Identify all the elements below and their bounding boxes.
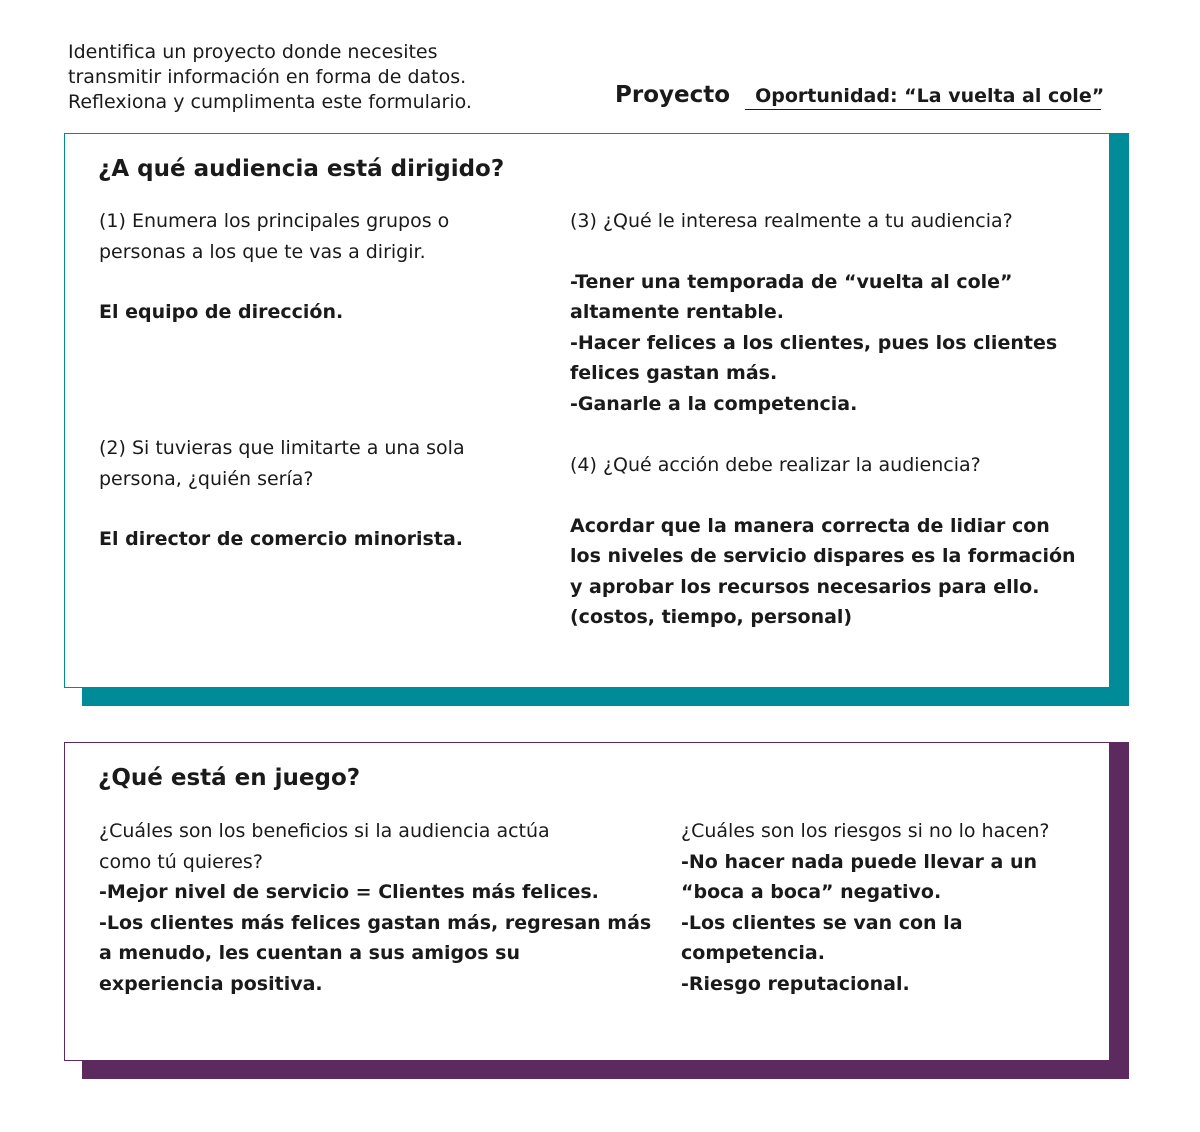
- intro-line: Reflexiona y cumplimenta este formulario.: [68, 91, 472, 113]
- risks-section: [681, 816, 1050, 999]
- question-text: (4) ¿Qué acción debe realizar la audiencia?: [570, 454, 981, 476]
- answer-line: experiencia positiva.: [99, 972, 323, 995]
- question-3: [570, 206, 1057, 419]
- project-label: Proyecto: [615, 82, 731, 108]
- answer-line: (costos, tiempo, personal): [570, 606, 853, 628]
- answer-line: y aprobar los recursos necesarios para ello.: [570, 575, 1040, 598]
- question-text: persona, ¿quién sería?: [99, 467, 314, 490]
- question-text: como tú quieres?: [99, 850, 263, 873]
- answer-line: -Tener una temporada de “vuelta al cole”: [570, 270, 1013, 293]
- intro-line: transmitir información en forma de datos.: [68, 66, 467, 88]
- benefits-section: [99, 816, 651, 999]
- answer-line: altamente rentable.: [570, 301, 784, 323]
- answer-line: -Mejor nivel de servicio = Clientes más felices.: [99, 881, 599, 903]
- answer-line: los niveles de servicio dispares es la formación: [570, 545, 1076, 567]
- question-text: ¿Cuáles son los beneficios si la audiencia actúa: [99, 820, 550, 842]
- intro-text: [68, 40, 568, 115]
- answer-line: -No hacer nada puede llevar a un: [681, 850, 1038, 873]
- answer-line: “boca a boca” negativo.: [681, 881, 942, 903]
- answer-text: El director de comercio minorista.: [99, 528, 463, 550]
- question-1: [99, 206, 449, 328]
- question-2: [99, 433, 465, 555]
- audience-title: ¿A qué audiencia está dirigido?: [98, 156, 505, 182]
- project-field: [615, 82, 1105, 110]
- audience-card: [64, 133, 1110, 688]
- answer-text: El equipo de dirección.: [99, 301, 344, 323]
- question-text: ¿Cuáles son los riesgos si no lo hacen?: [681, 820, 1050, 842]
- answer-line: competencia.: [681, 942, 825, 964]
- answer-line: -Ganarle a la competencia.: [570, 392, 858, 415]
- answer-line: felices gastan más.: [570, 362, 778, 384]
- question-text: (1) Enumera los principales grupos o: [99, 210, 450, 232]
- stakes-card: [64, 742, 1110, 1061]
- question-4: [570, 450, 1076, 633]
- stakes-title: ¿Qué está en juego?: [98, 765, 361, 791]
- project-value: Oportunidad: “La vuelta al cole”: [745, 84, 1101, 110]
- question-text: (3) ¿Qué le interesa realmente a tu audiencia?: [570, 210, 1013, 232]
- intro-line: Identifica un proyecto donde necesites: [68, 41, 438, 63]
- answer-line: a menudo, les cuentan a sus amigos su: [99, 942, 520, 964]
- question-text: (2) Si tuvieras que limitarte a una sola: [99, 437, 465, 459]
- answer-line: -Los clientes más felices gastan más, regresan más: [99, 911, 652, 934]
- answer-line: -Hacer felices a los clientes, pues los clientes: [570, 331, 1058, 354]
- question-text: personas a los que te vas a dirigir.: [99, 240, 426, 263]
- answer-line: -Riesgo reputacional.: [681, 972, 910, 995]
- answer-line: -Los clientes se van con la: [681, 911, 963, 934]
- answer-line: Acordar que la manera correcta de lidiar con: [570, 514, 1050, 537]
